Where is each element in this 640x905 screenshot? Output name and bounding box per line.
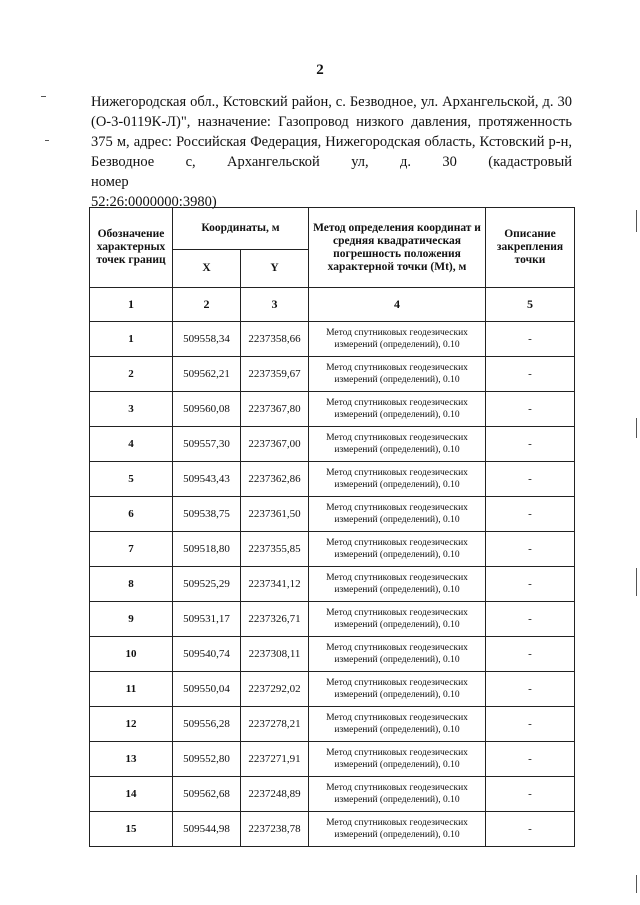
point-cell: 2 <box>90 357 173 392</box>
x-coordinate-cell: 509562,21 <box>173 357 241 392</box>
method-cell: Метод спутниковых геодезических измерений (определений), 0.10 <box>309 777 486 812</box>
description-cell: - <box>486 672 575 707</box>
point-cell: 7 <box>90 532 173 567</box>
column-number: 3 <box>241 288 309 322</box>
header-x: X <box>173 250 241 288</box>
method-cell: Метод спутниковых геодезических измерений (определений), 0.10 <box>309 497 486 532</box>
y-coordinate-cell: 2237248,89 <box>241 777 309 812</box>
y-coordinate-cell: 2237362,86 <box>241 462 309 497</box>
y-coordinate-cell: 2237355,85 <box>241 532 309 567</box>
table-row <box>90 812 575 847</box>
point-cell: 10 <box>90 637 173 672</box>
x-coordinate-cell: 509558,34 <box>173 322 241 357</box>
description-cell: - <box>486 427 575 462</box>
scan-mark <box>636 210 637 232</box>
point-cell: 3 <box>90 392 173 427</box>
description-cell: - <box>486 532 575 567</box>
intro-paragraph <box>91 92 572 212</box>
intro-line: Безводное с, Архангельской ул, д. 30 (кадастровый номер <box>91 154 572 190</box>
method-cell: Метод спутниковых геодезических измерений (определений), 0.10 <box>309 707 486 742</box>
y-coordinate-cell: 2237326,71 <box>241 602 309 637</box>
scan-mark <box>636 418 637 438</box>
scan-mark <box>41 96 46 97</box>
intro-line: (О-3-0119К-Л)", назначение: Газопровод низкого давления, протяженность <box>91 114 572 130</box>
x-coordinate-cell: 509550,04 <box>173 672 241 707</box>
x-coordinate-cell: 509543,43 <box>173 462 241 497</box>
coordinates-table <box>89 207 575 847</box>
y-coordinate-cell: 2237292,02 <box>241 672 309 707</box>
method-cell: Метод спутниковых геодезических измерений (определений), 0.10 <box>309 602 486 637</box>
table-row <box>90 427 575 462</box>
point-cell: 6 <box>90 497 173 532</box>
point-cell: 5 <box>90 462 173 497</box>
table-row <box>90 672 575 707</box>
y-coordinate-cell: 2237308,11 <box>241 637 309 672</box>
x-coordinate-cell: 509518,80 <box>173 532 241 567</box>
description-cell: - <box>486 357 575 392</box>
description-cell: - <box>486 777 575 812</box>
point-cell: 14 <box>90 777 173 812</box>
y-coordinate-cell: 2237238,78 <box>241 812 309 847</box>
x-coordinate-cell: 509562,68 <box>173 777 241 812</box>
method-cell: Метод спутниковых геодезических измерений (определений), 0.10 <box>309 812 486 847</box>
y-coordinate-cell: 2237361,50 <box>241 497 309 532</box>
table-row <box>90 497 575 532</box>
x-coordinate-cell: 509552,80 <box>173 742 241 777</box>
y-coordinate-cell: 2237367,80 <box>241 392 309 427</box>
point-cell: 12 <box>90 707 173 742</box>
description-cell: - <box>486 812 575 847</box>
column-number: 4 <box>309 288 486 322</box>
column-number-row <box>90 288 575 322</box>
x-coordinate-cell: 509557,30 <box>173 427 241 462</box>
table-row <box>90 707 575 742</box>
header-coordinates: Координаты, м <box>173 208 309 250</box>
method-cell: Метод спутниковых геодезических измерений (определений), 0.10 <box>309 742 486 777</box>
method-cell: Метод спутниковых геодезических измерений (определений), 0.10 <box>309 357 486 392</box>
header-point: Обозначение характерных точек границ <box>90 208 173 288</box>
table-row <box>90 532 575 567</box>
description-cell: - <box>486 322 575 357</box>
point-cell: 4 <box>90 427 173 462</box>
column-number: 1 <box>90 288 173 322</box>
description-cell: - <box>486 392 575 427</box>
table-row <box>90 602 575 637</box>
table-row <box>90 357 575 392</box>
description-cell: - <box>486 707 575 742</box>
header-description: Описание закрепления точки <box>486 208 575 288</box>
method-cell: Метод спутниковых геодезических измерений (определений), 0.10 <box>309 672 486 707</box>
y-coordinate-cell: 2237367,00 <box>241 427 309 462</box>
page-number: 2 <box>316 62 324 78</box>
point-cell: 1 <box>90 322 173 357</box>
x-coordinate-cell: 509560,08 <box>173 392 241 427</box>
x-coordinate-cell: 509531,17 <box>173 602 241 637</box>
description-cell: - <box>486 602 575 637</box>
y-coordinate-cell: 2237359,67 <box>241 357 309 392</box>
intro-line: 52:26:0000000:3980) <box>91 194 217 210</box>
x-coordinate-cell: 509538,75 <box>173 497 241 532</box>
table-row <box>90 322 575 357</box>
table-row <box>90 567 575 602</box>
intro-line: Нижегородская обл., Кстовский район, с. Безводное, ул. Архангельской, д. 30 <box>91 94 572 110</box>
x-coordinate-cell: 509556,28 <box>173 707 241 742</box>
intro-line: 375 м, адрес: Российская Федерация, Нижегородская область, Кстовский р-н, <box>91 134 572 150</box>
method-cell: Метод спутниковых геодезических измерений (определений), 0.10 <box>309 637 486 672</box>
table-row <box>90 742 575 777</box>
scan-mark <box>45 140 49 141</box>
header-y: Y <box>241 250 309 288</box>
column-number: 5 <box>486 288 575 322</box>
method-cell: Метод спутниковых геодезических измерений (определений), 0.10 <box>309 322 486 357</box>
description-cell: - <box>486 742 575 777</box>
method-cell: Метод спутниковых геодезических измерений (определений), 0.10 <box>309 532 486 567</box>
point-cell: 11 <box>90 672 173 707</box>
method-cell: Метод спутниковых геодезических измерений (определений), 0.10 <box>309 567 486 602</box>
table-row <box>90 392 575 427</box>
table-row <box>90 637 575 672</box>
table-row <box>90 777 575 812</box>
column-number: 2 <box>173 288 241 322</box>
header-method: Метод определения координат и средняя квадратическая погрешность положения характерной точки (Mt), м <box>309 208 486 288</box>
description-cell: - <box>486 637 575 672</box>
method-cell: Метод спутниковых геодезических измерений (определений), 0.10 <box>309 392 486 427</box>
table-row <box>90 462 575 497</box>
y-coordinate-cell: 2237271,91 <box>241 742 309 777</box>
x-coordinate-cell: 509525,29 <box>173 567 241 602</box>
y-coordinate-cell: 2237278,21 <box>241 707 309 742</box>
x-coordinate-cell: 509540,74 <box>173 637 241 672</box>
scan-mark <box>636 875 637 893</box>
x-coordinate-cell: 509544,98 <box>173 812 241 847</box>
y-coordinate-cell: 2237341,12 <box>241 567 309 602</box>
method-cell: Метод спутниковых геодезических измерений (определений), 0.10 <box>309 427 486 462</box>
point-cell: 13 <box>90 742 173 777</box>
scan-mark <box>636 568 637 596</box>
point-cell: 9 <box>90 602 173 637</box>
y-coordinate-cell: 2237358,66 <box>241 322 309 357</box>
description-cell: - <box>486 567 575 602</box>
point-cell: 8 <box>90 567 173 602</box>
method-cell: Метод спутниковых геодезических измерений (определений), 0.10 <box>309 462 486 497</box>
point-cell: 15 <box>90 812 173 847</box>
description-cell: - <box>486 462 575 497</box>
description-cell: - <box>486 497 575 532</box>
